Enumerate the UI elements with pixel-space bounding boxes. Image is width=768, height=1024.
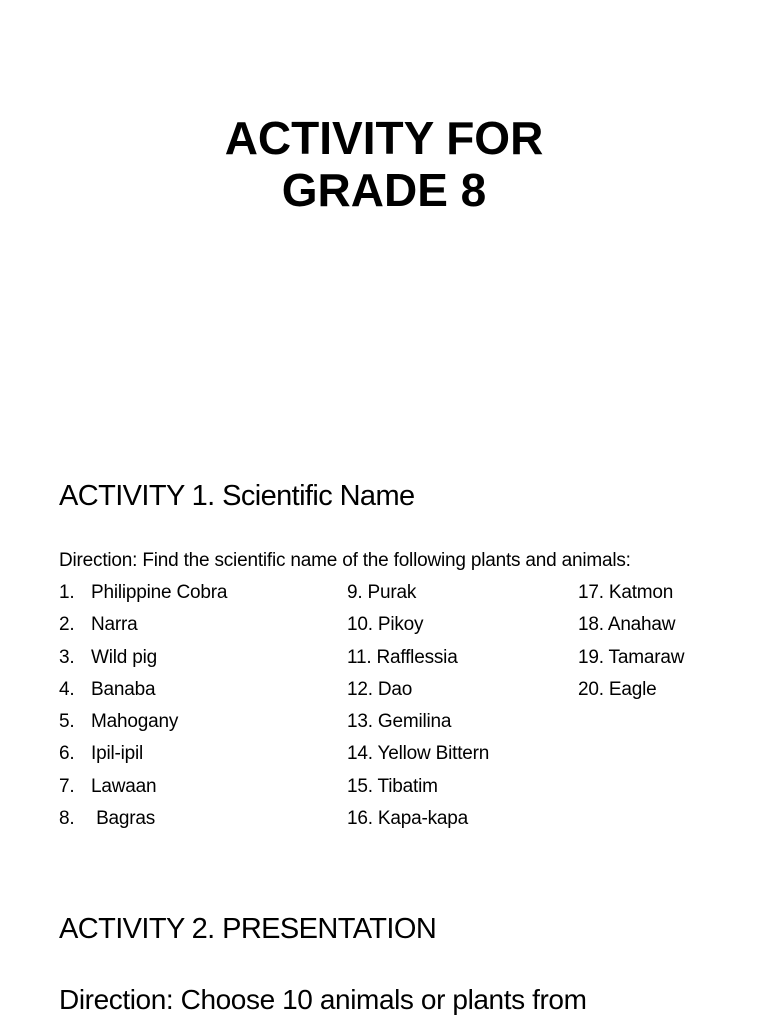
list-item: 18. Anahaw [578,614,676,636]
item-number: 6. [59,743,75,765]
title-line-2: GRADE 8 [281,164,487,216]
list-item [59,741,227,773]
list-item [59,774,227,806]
list-item: 15. Tibatim [347,775,438,797]
list-item [59,580,227,612]
title-line-1: ACTIVITY FOR [224,112,544,164]
list-item: 16. Kapa-kapa [347,808,468,830]
item-number: 8. [59,808,75,830]
list-item [59,677,227,709]
item-name: Philippine Cobra [91,582,228,603]
item-name: Narra [91,614,138,636]
item-name: Ipil-ipil [91,743,144,765]
item-number: 7. [59,775,75,797]
list-item: 11. Rafflessia [347,646,458,668]
activity-2-heading: ACTIVITY 2. PRESENTATION [59,913,437,945]
item-list-column-1 [59,580,227,838]
item-list-column-2 [347,580,489,838]
item-number: 3. [59,646,75,668]
list-item [59,645,227,677]
list-item: 17. Katmon [578,582,674,603]
activity-1-heading: ACTIVITY 1. Scientific Name [59,480,415,512]
activity-1-direction: Direction: Find the scientific name of the following plants and animals: [59,550,631,571]
item-list-column-3 [578,580,684,709]
list-item [59,612,227,644]
list-item: 10. Pikoy [347,614,424,636]
activity-2-direction: Direction: Choose 10 animals or plants from [59,984,587,1015]
item-number: 1. [59,582,75,603]
list-item: 14. Yellow Bittern [347,743,490,765]
list-item [59,709,227,741]
item-name: Lawaan [91,775,157,797]
list-item: 20. Eagle [578,678,657,700]
list-item: 12. Dao [347,678,413,700]
item-name: Mahogany [91,711,179,733]
item-number: 2. [59,614,75,636]
item-name: Banaba [91,678,156,700]
document-title [0,112,768,216]
list-item [59,806,227,838]
list-item: 9. Purak [347,582,417,603]
item-number: 5. [59,711,75,733]
list-item: 13. Gemilina [347,711,452,733]
item-name: Wild pig [91,646,157,668]
item-name: Bagras [91,808,156,830]
item-number: 4. [59,678,75,700]
list-item: 19. Tamaraw [578,646,685,668]
